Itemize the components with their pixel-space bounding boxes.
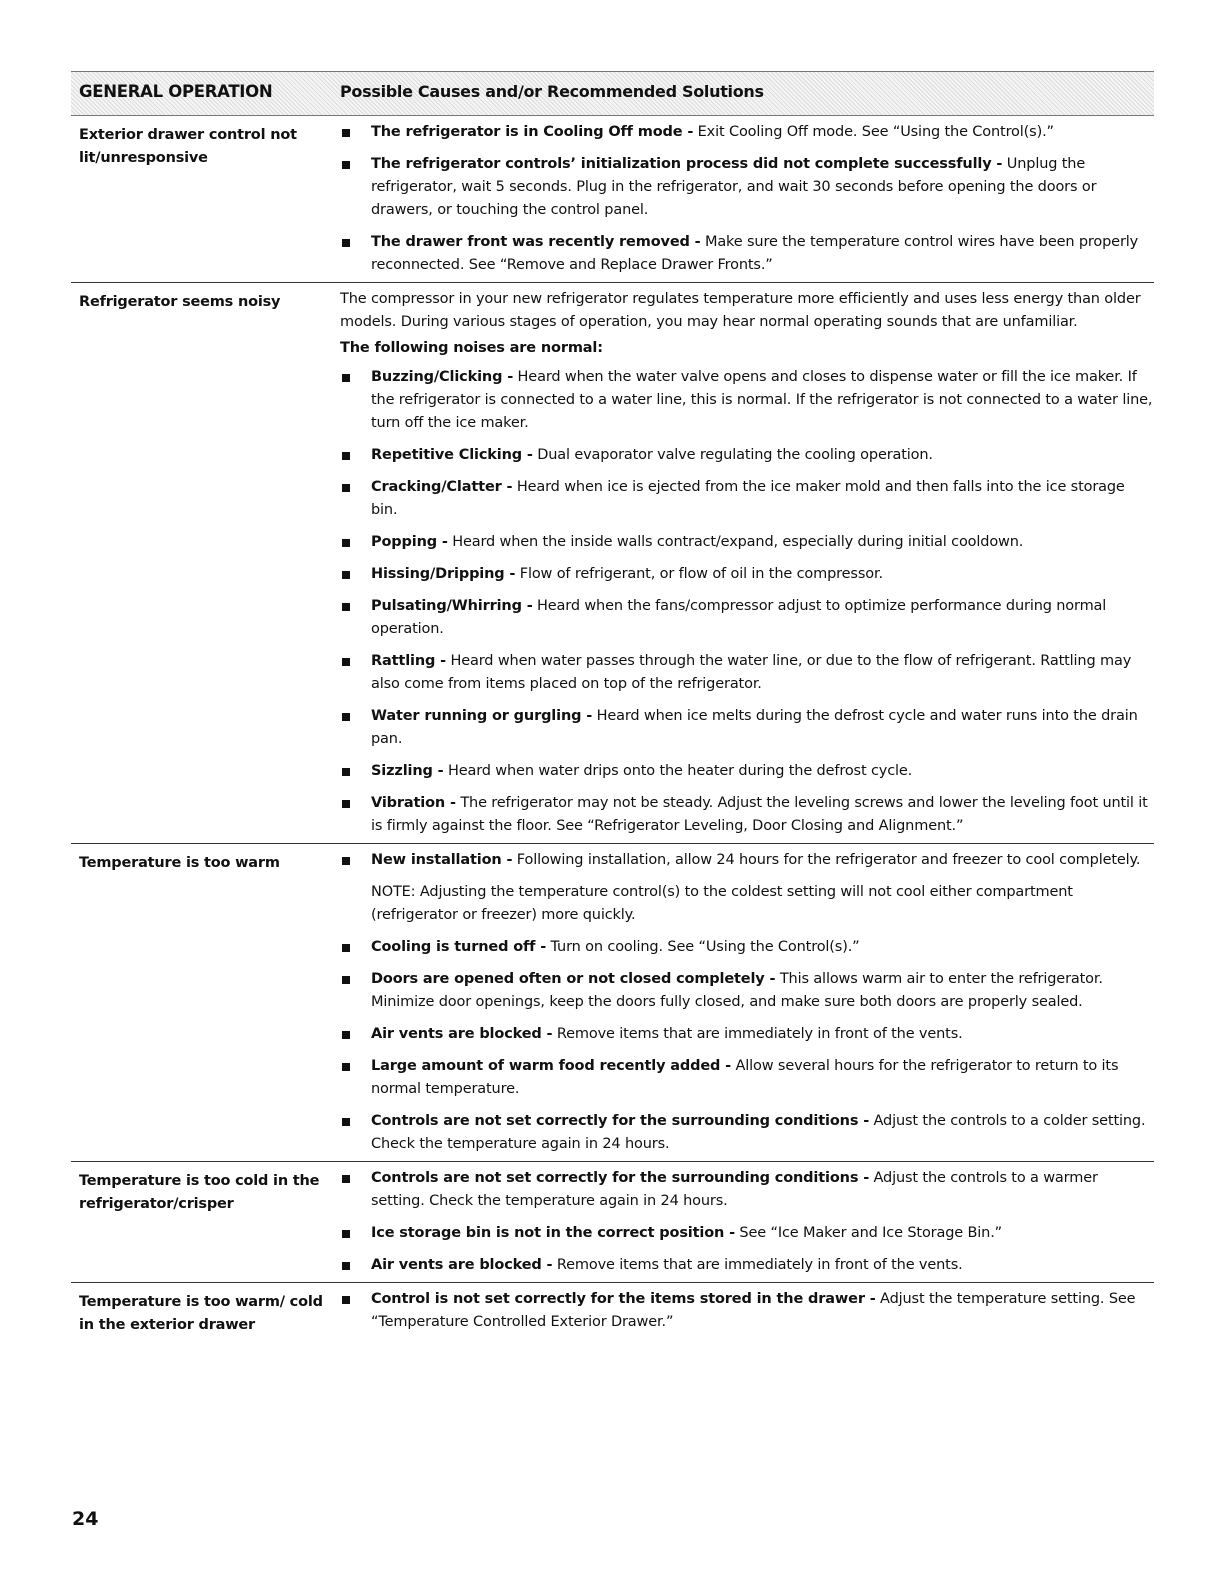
- list-item: [340, 1167, 1154, 1213]
- bullet-icon: [342, 658, 350, 666]
- problem-label: Exterior drawer control not lit/unresponsive: [79, 127, 297, 166]
- solution-text: Remove items that are immediately in front of the vents.: [552, 1026, 963, 1042]
- list-item: [340, 936, 1154, 959]
- table-row: [71, 283, 1154, 844]
- bullet-icon: [342, 713, 350, 721]
- cause-label: The drawer front was recently removed -: [371, 234, 701, 250]
- table-row: [71, 1162, 1154, 1283]
- solution-text: Heard when the water valve opens and closes to dispense water or fill the ice maker. If the refrigerator is connected to a water line, this is normal. If the refrigerator is not connected to a water line, turn off the ice maker.: [371, 369, 1153, 431]
- bullet-icon: [342, 539, 350, 547]
- list-item: [340, 563, 1154, 586]
- noises-subheading: The following noises are normal:: [340, 340, 603, 356]
- solutions-cell: [340, 116, 1154, 282]
- list-item: [340, 444, 1154, 467]
- problem-label: Temperature is too cold in the refrigerator/crisper: [79, 1173, 320, 1212]
- solution-text: Adjust the controls to a warmer setting. Check the temperature again in 24 hours.: [371, 1170, 1098, 1209]
- cause-label: Vibration -: [371, 795, 456, 811]
- problem-label: Temperature is too warm: [79, 855, 280, 871]
- list-item: [340, 595, 1154, 641]
- solution-text: Dual evaporator valve regulating the cooling operation.: [532, 447, 933, 463]
- list-item: [340, 1055, 1154, 1101]
- cause-label: New installation -: [371, 852, 513, 868]
- cause-label: Buzzing/Clicking -: [371, 369, 514, 385]
- solution-text: Heard when ice is ejected from the ice maker mold and then falls into the ice storage bin.: [371, 479, 1125, 518]
- column-header-solutions: Possible Causes and/or Recommended Solutions: [340, 82, 764, 101]
- cause-label: Hissing/Dripping -: [371, 566, 516, 582]
- list-item: [340, 1110, 1154, 1156]
- solution-text: Remove items that are immediately in front of the vents.: [552, 1257, 963, 1273]
- page-number: 24: [72, 1508, 99, 1530]
- cause-label: Controls are not set correctly for the surrounding conditions -: [371, 1170, 870, 1186]
- cause-label: Pulsating/Whirring -: [371, 598, 533, 614]
- bullet-icon: [342, 976, 350, 984]
- bullet-icon: [342, 1230, 350, 1238]
- bullet-icon: [342, 239, 350, 247]
- cause-label: Water running or gurgling -: [371, 708, 593, 724]
- list-item: [340, 531, 1154, 554]
- cause-label: Air vents are blocked -: [371, 1257, 553, 1273]
- cause-label: The refrigerator controls’ initialization process did not complete successfully -: [371, 156, 1003, 172]
- cause-label: Controls are not set correctly for the surrounding conditions -: [371, 1113, 870, 1129]
- bullet-icon: [342, 603, 350, 611]
- list-item: [340, 1222, 1154, 1245]
- cause-label: Cooling is turned off -: [371, 939, 547, 955]
- troubleshooting-page: [71, 71, 1154, 1339]
- bullet-icon: [342, 129, 350, 137]
- cause-label: Sizzling -: [371, 763, 444, 779]
- solution-text: Make sure the temperature control wires have been properly reconnected. See “Remove and Replace Drawer Fronts.”: [371, 234, 1139, 273]
- cause-label: Rattling -: [371, 653, 447, 669]
- solutions-cell: [340, 1283, 1154, 1339]
- list-item: [340, 760, 1154, 783]
- bullet-icon: [342, 857, 350, 865]
- bullet-icon: [342, 1175, 350, 1183]
- bullet-icon: [342, 768, 350, 776]
- solutions-cell: [340, 283, 1154, 843]
- bullet-icon: [342, 161, 350, 169]
- cause-label: Popping -: [371, 534, 448, 550]
- problem-label: Refrigerator seems noisy: [79, 294, 281, 310]
- cause-label: The refrigerator is in Cooling Off mode -: [371, 124, 694, 140]
- solution-text: Heard when water drips onto the heater during the defrost cycle.: [443, 763, 913, 779]
- table-row: [71, 116, 1154, 283]
- list-item: [340, 366, 1154, 435]
- bullet-icon: [342, 1063, 350, 1071]
- bullet-icon: [342, 484, 350, 492]
- solutions-cell: [340, 844, 1154, 1161]
- cause-label: Large amount of warm food recently added -: [371, 1058, 732, 1074]
- intro-paragraph: The compressor in your new refrigerator regulates temperature more efficiently and uses less energy than older models. During various stages of operation, you may hear normal operating sounds that are unfamiliar.: [340, 291, 1141, 330]
- solution-text: Heard when the fans/compressor adjust to optimize performance during normal operation.: [371, 598, 1107, 637]
- solutions-cell: [340, 1162, 1154, 1282]
- list-item: [340, 849, 1154, 872]
- cause-label: Ice storage bin is not in the correct position -: [371, 1225, 735, 1241]
- bullet-icon: [342, 571, 350, 579]
- list-item: [340, 1023, 1154, 1046]
- bullet-icon: [342, 374, 350, 382]
- list-item: [340, 121, 1154, 144]
- cause-label: Control is not set correctly for the items stored in the drawer -: [371, 1291, 876, 1307]
- solution-text: Adjust the temperature setting. See “Temperature Controlled Exterior Drawer.”: [371, 1291, 1136, 1330]
- list-item: [340, 792, 1154, 838]
- bullet-icon: [342, 800, 350, 808]
- list-item: [340, 1254, 1154, 1277]
- solution-text: Turn on cooling. See “Using the Control(s).”: [546, 939, 860, 955]
- solution-text: Unplug the refrigerator, wait 5 seconds. Plug in the refrigerator, and wait 30 seconds before opening the doors or drawers, or touching the control panel.: [371, 156, 1097, 218]
- bullet-icon: [342, 1262, 350, 1270]
- solution-text: Adjust the controls to a colder setting. Check the temperature again in 24 hours.: [371, 1113, 1146, 1152]
- cause-label: Repetitive Clicking -: [371, 447, 533, 463]
- list-item: [340, 153, 1154, 222]
- bullet-icon: [342, 1296, 350, 1304]
- table-header: [71, 71, 1154, 116]
- bullet-icon: [342, 1031, 350, 1039]
- note-label: NOTE:: [371, 884, 416, 900]
- list-item: [340, 231, 1154, 277]
- solution-text: Following installation, allow 24 hours for the refrigerator and freezer to cool completely.: [512, 852, 1141, 868]
- list-item: [340, 650, 1154, 696]
- column-header-problem: GENERAL OPERATION: [79, 82, 273, 101]
- cause-label: Doors are opened often or not closed completely -: [371, 971, 776, 987]
- cause-label: Cracking/Clatter -: [371, 479, 513, 495]
- table-row: [71, 844, 1154, 1162]
- list-item: [340, 705, 1154, 751]
- solution-text: Heard when the inside walls contract/expand, especially during initial cooldown.: [447, 534, 1024, 550]
- solution-text: Exit Cooling Off mode. See “Using the Control(s).”: [693, 124, 1054, 140]
- note-text: Adjusting the temperature control(s) to the coldest setting will not cool either compartment (refrigerator or freezer) more quickly.: [371, 884, 1073, 923]
- cause-label: Air vents are blocked -: [371, 1026, 553, 1042]
- solution-text: This allows warm air to enter the refrigerator. Minimize door openings, keep the doors fully closed, and make sure both doors are properly sealed.: [371, 971, 1103, 1010]
- bullet-icon: [342, 452, 350, 460]
- solution-text: See “Ice Maker and Ice Storage Bin.”: [734, 1225, 1003, 1241]
- list-item: [340, 1288, 1154, 1334]
- list-item: [340, 968, 1154, 1014]
- bullet-icon: [342, 944, 350, 952]
- solution-text: The refrigerator may not be steady. Adjust the leveling screws and lower the leveling foot until it is firmly against the floor. See “Refrigerator Leveling, Door Closing and Alignment.”: [371, 795, 1148, 834]
- note-paragraph: [340, 881, 1154, 927]
- list-item: [340, 476, 1154, 522]
- solution-text: Heard when water passes through the water line, or due to the flow of refrigerant. Rattling may also come from items placed on top of the refrigerator.: [371, 653, 1132, 692]
- table-row: [71, 1283, 1154, 1339]
- solution-text: Flow of refrigerant, or flow of oil in the compressor.: [515, 566, 883, 582]
- solution-text: Allow several hours for the refrigerator to return to its normal temperature.: [371, 1058, 1119, 1097]
- solution-text: Heard when ice melts during the defrost cycle and water runs into the drain pan.: [371, 708, 1138, 747]
- problem-label: Temperature is too warm/ cold in the exterior drawer: [79, 1294, 323, 1333]
- bullet-icon: [342, 1118, 350, 1126]
